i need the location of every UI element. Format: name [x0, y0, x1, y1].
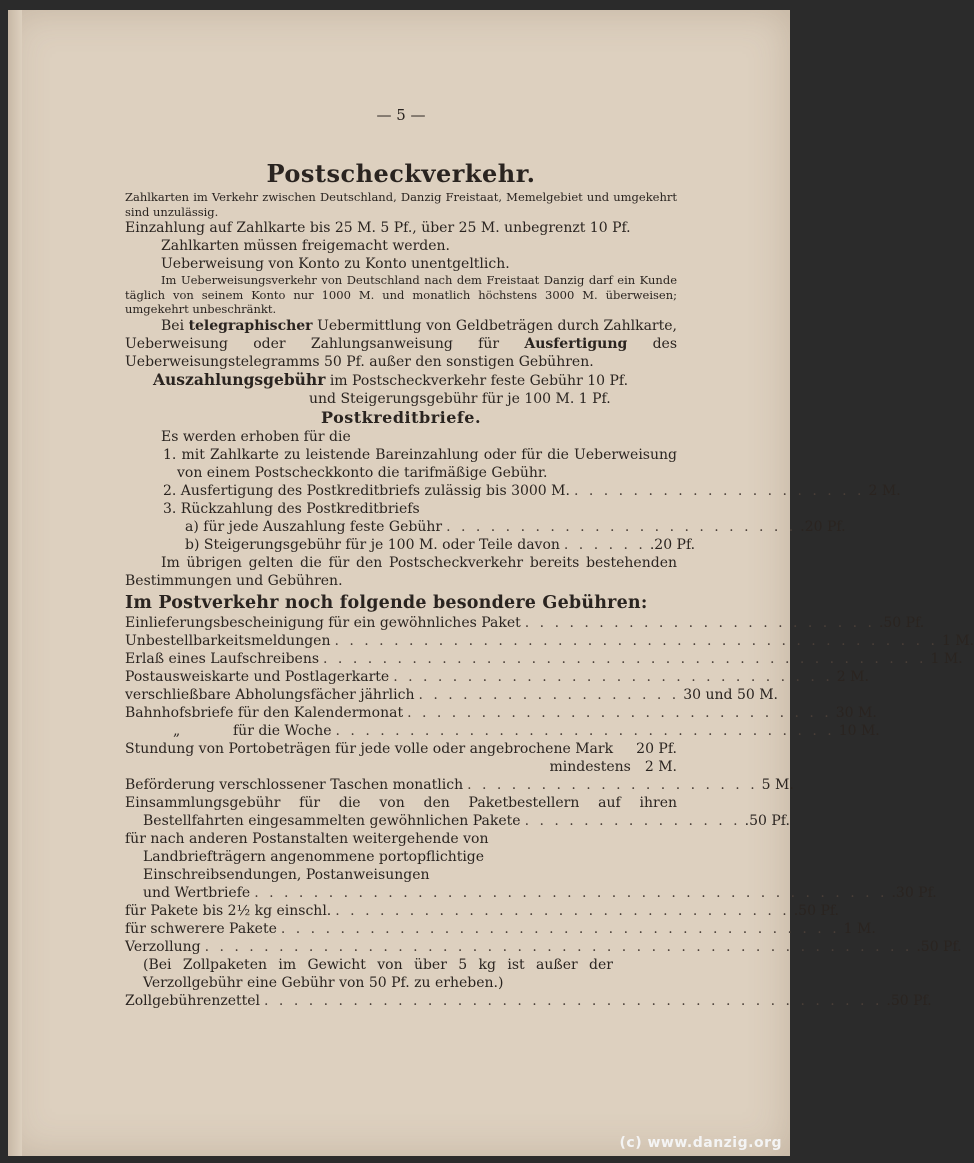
postkredit-heading: Postkreditbriefe.	[320, 407, 482, 427]
schwerere-label: für schwerere Pakete	[125, 920, 277, 937]
telegraph-bold2: Ausfertigung	[524, 335, 628, 352]
verzollung-note: (Bei Zollpaketen im Gewicht von über 5 kg ist außer der Verzollgebühr eine Gebühr von 50 Pf. zu erheben.)	[143, 956, 613, 991]
ueberweisungsverkehr-note	[125, 273, 677, 317]
stundung-row	[125, 740, 677, 758]
schwerere-value: 1 M.	[843, 920, 876, 937]
dot-leader: . . . . . . . . . . . . . . . . . . . . . . . . . . . . . .	[393, 668, 833, 685]
dot-leader: . . . . . . . . . . . . . . . . . . . . . . . . . . . . . . . . . . . . . . . . . . .	[254, 884, 888, 901]
fee-label: verschließbare Abholungsfächer jährlich	[125, 686, 415, 703]
postscheck-heading: Postscheckverkehr.	[266, 159, 536, 188]
stundung-value: 20 Pf.	[636, 740, 677, 757]
scanned-page	[8, 10, 974, 1156]
fee-label: Postausweiskarte und Postlagerkarte	[125, 668, 390, 685]
fee-value: 30 M.	[835, 704, 877, 721]
fee-label: für die Woche	[233, 722, 332, 739]
dot-leader: . . . . . . . . . . . . . . . . . . . . . . . . . . . . . . .	[335, 902, 790, 919]
dot-leader: . . . . . . . . . . . . . . . . . . . . . . . . . . . . . . . . . .	[335, 722, 835, 739]
stundung-min-label: mindestens	[549, 758, 631, 775]
pakete-value: .50 Pf.	[793, 902, 840, 919]
landbrief-label: und Wertbriefe	[143, 884, 251, 901]
fee-value: 30 und 50 M.	[683, 686, 778, 703]
verzollung-value: .50 Pf.	[916, 938, 962, 955]
item2-label: 2. Ausfertigung des Postkreditbriefs zulässig bis 3000 M.	[163, 482, 570, 499]
dot-leader: . . . . . . . . . . . . . . . . . . . . . . . .	[524, 614, 875, 631]
stundung-label: Stundung von Portobeträgen für jede volle oder angebrochene Mark	[125, 740, 614, 757]
fee-value: 1 M.	[941, 632, 974, 649]
einsammlung-value: .50 Pf.	[744, 812, 790, 829]
telegraph-bold: telegraphischer	[188, 317, 313, 334]
ditto-mark: „	[173, 722, 181, 739]
page-content	[125, 106, 974, 1010]
telegraph-post: des Ueberweisungstelegramms 50 Pf. außer den sonstigen Gebühren.	[125, 335, 678, 370]
fee-row	[125, 650, 963, 668]
dot-leader: . . . . . . . . . . . . . . . . . . . . . . . . . . . . . . . . . . . . . .	[280, 920, 840, 937]
landbrief-row	[125, 884, 937, 902]
landbrief-value: .30 Pf.	[891, 884, 937, 901]
dot-leader: . . . . . . . . . . . . . . . . . . . . . . . . . . . . .	[407, 704, 832, 721]
verzollung-label: Verzollung	[125, 938, 201, 955]
ueberweisung-line: Ueberweisung von Konto zu Konto unentgeltlich.	[161, 256, 510, 272]
fee-value: 1 M.	[930, 650, 963, 667]
watermark: (c) www.danzig.org	[619, 1135, 782, 1151]
postkredit-item2	[125, 482, 901, 500]
dot-leader: . . . . . . . . . . . . . . .	[524, 812, 741, 829]
dot-leader: . . . . . . . . . . . . . . . . . . . . . . . . . . . . . . . . . . . . . . . . . .	[264, 992, 883, 1009]
befoerderung-label: Beförderung verschlossener Taschen monatlich	[125, 776, 464, 793]
dot-leader: . . . . . . . . . . . . . . . . . . . . . . . .	[446, 518, 797, 535]
dot-leader: . . . . . .	[563, 536, 646, 553]
auszahlung-bold: Auszahlungsgebühr	[153, 369, 326, 389]
freigemacht-line: Zahlkarten müssen freigemacht werden.	[161, 238, 450, 254]
fee-value: 10 M.	[838, 722, 880, 739]
postkredit-intro: Es werden erhoben für die	[161, 428, 351, 445]
dot-leader: . . . . . . . . . . . . . . . . . . . . . . . . . . . . . . . . . . . . . . . . . . . . . . . .	[204, 938, 913, 955]
item3b-label: b) Steigerungsgebühr für je 100 M. oder Teile davon	[185, 536, 560, 553]
item2-value: 2 M.	[868, 482, 901, 499]
fee-row	[125, 686, 778, 704]
dot-leader: . . . . . . . . . . . . . . . . . . . . . . . . . . . . . . . . . . . . . . . . .	[334, 632, 938, 649]
befoerderung-value: 5 M.	[761, 776, 794, 793]
einsammlung-row	[125, 812, 790, 830]
page-fold-shadow	[8, 10, 22, 1156]
telegraph-pre: Bei	[161, 317, 185, 334]
landbrief-line1: für nach anderen Postanstalten weitergehende von Landbriefträgern angenommene portopflichtige Einschreibsendungen, Postanweisungen	[125, 830, 489, 883]
pakete-label: für Pakete bis 2½ kg einschl.	[125, 902, 332, 919]
dot-leader: . . . . . . . . . . . . . . . . . . . .	[467, 776, 758, 793]
fee-row	[125, 722, 880, 740]
postkredit-item3: 3. Rückzahlung des Postkreditbriefs	[163, 500, 420, 517]
zahlkarten-note: Zahlkarten im Verkehr zwischen Deutschland, Danzig Freistaat, Memelgebiet und umgekehrt sind unzulässig.	[125, 190, 677, 219]
fee-value: 2 M.	[836, 668, 869, 685]
stundung-min-value: 2 M.	[644, 758, 677, 775]
steigerung-line: und Steigerungsgebühr für je 100 M. 1 Pf.	[309, 390, 611, 407]
postkredit-item3a	[125, 518, 846, 536]
auszahlung-line	[125, 371, 677, 390]
item3b-value: .20 Pf.	[649, 536, 696, 553]
pakete-row	[125, 902, 840, 920]
telegraph-paragraph	[125, 317, 677, 371]
fee-row	[125, 668, 869, 686]
fee-label: Bahnhofsbriefe für den Kalendermonat	[125, 704, 404, 721]
item3a-value: .20 Pf.	[800, 518, 846, 535]
page-number: — 5 —	[376, 106, 426, 124]
postkredit-closing: Im übrigen gelten die für den Postscheckverkehr bereits bestehenden Bestimmungen und Gebühren.	[125, 554, 677, 589]
postkredit-item3b	[125, 536, 696, 554]
fee-label: Einlieferungsbescheinigung für ein gewöhnliches Paket	[125, 614, 521, 631]
stundung-min-row	[125, 758, 677, 776]
schwerere-row	[125, 920, 876, 938]
zollzettel-label: Zollgebührenzettel	[125, 992, 261, 1009]
einzahlung-line: Einzahlung auf Zahlkarte bis 25 M. 5 Pf., über 25 M. unbegrenzt 10 Pf.	[125, 220, 631, 236]
befoerderung-row	[125, 776, 794, 794]
fee-label: Unbestellbarkeitsmeldungen	[125, 632, 331, 649]
fee-row	[125, 614, 925, 632]
ueberweisungsverkehr-text: Im Ueberweisungsverkehr von Deutschland nach dem Freistaat Danzig darf ein Kunde täglich von seinem Konto nur 1000 M. und monatlich höchstens 3000 M. überweisen; umgekehrt unbeschränkt.	[125, 273, 677, 316]
telegraph-mid: Uebermittlung von Geldbeträgen durch Zahlkarte, Ueberweisung oder Zahlungsanweisung für	[125, 317, 677, 352]
postkredit-item1: 1. mit Zahlkarte zu leistende Bareinzahlung oder für die Ueberweisung von einem Postscheckkonto die tarifmäßige Gebühr.	[163, 446, 677, 481]
zollzettel-row	[125, 992, 932, 1010]
auszahlung-rest: im Postscheckverkehr feste Gebühr 10 Pf.	[329, 372, 629, 389]
fee-row	[125, 704, 877, 722]
dot-leader: . . . . . . . . . . . . . . . . . .	[418, 686, 680, 703]
einsammlung-label: Bestellfahrten eingesammelten gewöhnlichen Pakete	[143, 812, 521, 829]
dot-leader: . . . . . . . . . . . . . . . . . . . .	[573, 482, 865, 499]
postverkehr-heading: Im Postverkehr noch folgende besondere Gebühren:	[125, 592, 648, 613]
zollzettel-value: .50 Pf.	[886, 992, 932, 1009]
verzollung-row	[125, 938, 962, 956]
item3a-label: a) für jede Auszahlung feste Gebühr	[185, 518, 443, 535]
einsammlung-line1: Einsammlungsgebühr für die von den Paketbestellern auf ihren	[125, 794, 677, 811]
fee-label: Erlaß eines Laufschreibens	[125, 650, 320, 667]
dot-leader: . . . . . . . . . . . . . . . . . . . . . . . . . . . . . . . . . . . . . . . . .	[323, 650, 927, 667]
fee-value: .50 Pf.	[878, 614, 925, 631]
fee-row	[125, 632, 974, 650]
